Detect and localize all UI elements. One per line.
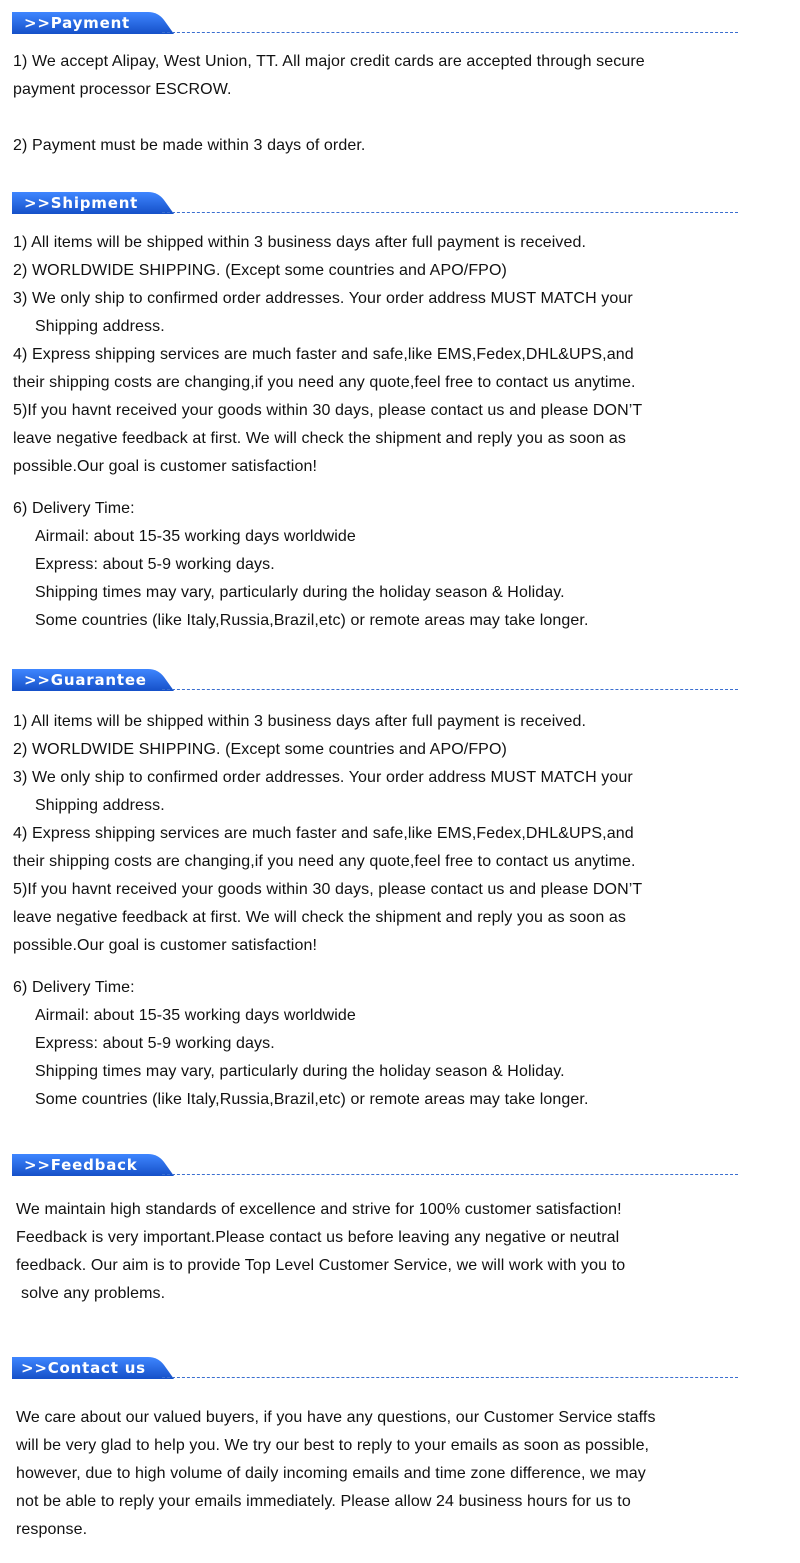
contact-line-5: response. [16, 1521, 88, 1538]
guarantee-header [12, 669, 738, 691]
shipment-line-8: leave negative feedback at first. We will check the shipment and reply you as soon as [13, 430, 626, 447]
payment-line-1: 1) We accept Alipay, West Union, TT. All major credit cards are accepted through secure [13, 53, 645, 70]
feedback-header [12, 1154, 738, 1176]
contact-line-3: however, due to high volume of daily incoming emails and time zone difference, we may [16, 1465, 646, 1482]
feedback-title: >>Feedback [24, 1156, 138, 1174]
section-divider [162, 1377, 738, 1378]
guarantee-line-5: 4) Express shipping services are much faster and safe,like EMS,Fedex,DHL&UPS,and [13, 825, 634, 842]
contact-line-2: will be very glad to help you. We try our best to reply to your emails as soon as possible, [16, 1437, 650, 1454]
guarantee-line-1: 1) All items will be shipped within 3 business days after full payment is received. [13, 713, 587, 730]
shipment-line-10: 6) Delivery Time: [13, 500, 135, 517]
guarantee-line-9: possible.Our goal is customer satisfaction! [13, 937, 317, 954]
shipment-line-11: Airmail: about 15-35 working days worldwide [35, 528, 356, 545]
guarantee-line-8: leave negative feedback at first. We will check the shipment and reply you as soon as [13, 909, 626, 926]
feedback-line-1: We maintain high standards of excellence and strive for 100% customer satisfaction! [16, 1201, 622, 1218]
shipment-line-5: 4) Express shipping services are much faster and safe,like EMS,Fedex,DHL&UPS,and [13, 346, 634, 363]
section-divider [162, 212, 738, 213]
shipment-line-3: 3) We only ship to confirmed order addresses. Your order address MUST MATCH your [13, 290, 633, 307]
guarantee-line-10: 6) Delivery Time: [13, 979, 135, 996]
shipment-line-6: their shipping costs are changing,if you need any quote,feel free to contact us anytime. [13, 374, 636, 391]
guarantee-line-4: Shipping address. [35, 797, 165, 814]
shipment-line-4: Shipping address. [35, 318, 165, 335]
shipment-line-1: 1) All items will be shipped within 3 business days after full payment is received. [13, 234, 587, 251]
feedback-tab [12, 1154, 172, 1176]
contact-title: >>Contact us [21, 1359, 146, 1377]
contact-line-1: We care about our valued buyers, if you have any questions, our Customer Service staffs [16, 1409, 656, 1426]
section-divider [162, 32, 738, 33]
shipment-header [12, 192, 738, 214]
feedback-line-3: feedback. Our aim is to provide Top Level Customer Service, we will work with you to [16, 1257, 626, 1274]
guarantee-line-11: Airmail: about 15-35 working days worldwide [35, 1007, 356, 1024]
guarantee-line-2: 2) WORLDWIDE SHIPPING. (Except some countries and APO/FPO) [13, 741, 507, 758]
section-divider [162, 1174, 738, 1175]
payment-line-2: payment processor ESCROW. [13, 81, 232, 98]
guarantee-line-6: their shipping costs are changing,if you need any quote,feel free to contact us anytime. [13, 853, 636, 870]
shipment-tab [12, 192, 172, 214]
guarantee-line-13: Shipping times may vary, particularly during the holiday season & Holiday. [35, 1063, 565, 1080]
feedback-line-2: Feedback is very important.Please contact us before leaving any negative or neutral [16, 1229, 620, 1246]
shipment-line-13: Shipping times may vary, particularly during the holiday season & Holiday. [35, 584, 565, 601]
payment-line-3: 2) Payment must be made within 3 days of order. [13, 137, 366, 154]
payment-header [12, 12, 738, 34]
guarantee-line-12: Express: about 5-9 working days. [35, 1035, 275, 1052]
shipment-line-14: Some countries (like Italy,Russia,Brazil,etc) or remote areas may take longer. [35, 612, 589, 629]
guarantee-line-3: 3) We only ship to confirmed order addresses. Your order address MUST MATCH your [13, 769, 633, 786]
shipment-line-9: possible.Our goal is customer satisfaction! [13, 458, 317, 475]
shipment-title: >>Shipment [24, 194, 139, 212]
contact-line-4: not be able to reply your emails immediately. Please allow 24 business hours for us to [16, 1493, 631, 1510]
payment-tab [12, 12, 172, 34]
payment-title: >>Payment [24, 14, 131, 32]
guarantee-line-14: Some countries (like Italy,Russia,Brazil,etc) or remote areas may take longer. [35, 1091, 589, 1108]
guarantee-tab [12, 669, 172, 691]
contact-tab [12, 1357, 172, 1379]
shipment-line-12: Express: about 5-9 working days. [35, 556, 275, 573]
shipment-line-7: 5)If you havnt received your goods within 30 days, please contact us and please DON’T [13, 402, 643, 419]
guarantee-title: >>Guarantee [24, 671, 147, 689]
contact-header [12, 1357, 738, 1379]
section-divider [162, 689, 738, 690]
feedback-line-4: solve any problems. [21, 1285, 166, 1302]
shipment-line-2: 2) WORLDWIDE SHIPPING. (Except some countries and APO/FPO) [13, 262, 507, 279]
guarantee-line-7: 5)If you havnt received your goods within 30 days, please contact us and please DON’T [13, 881, 643, 898]
